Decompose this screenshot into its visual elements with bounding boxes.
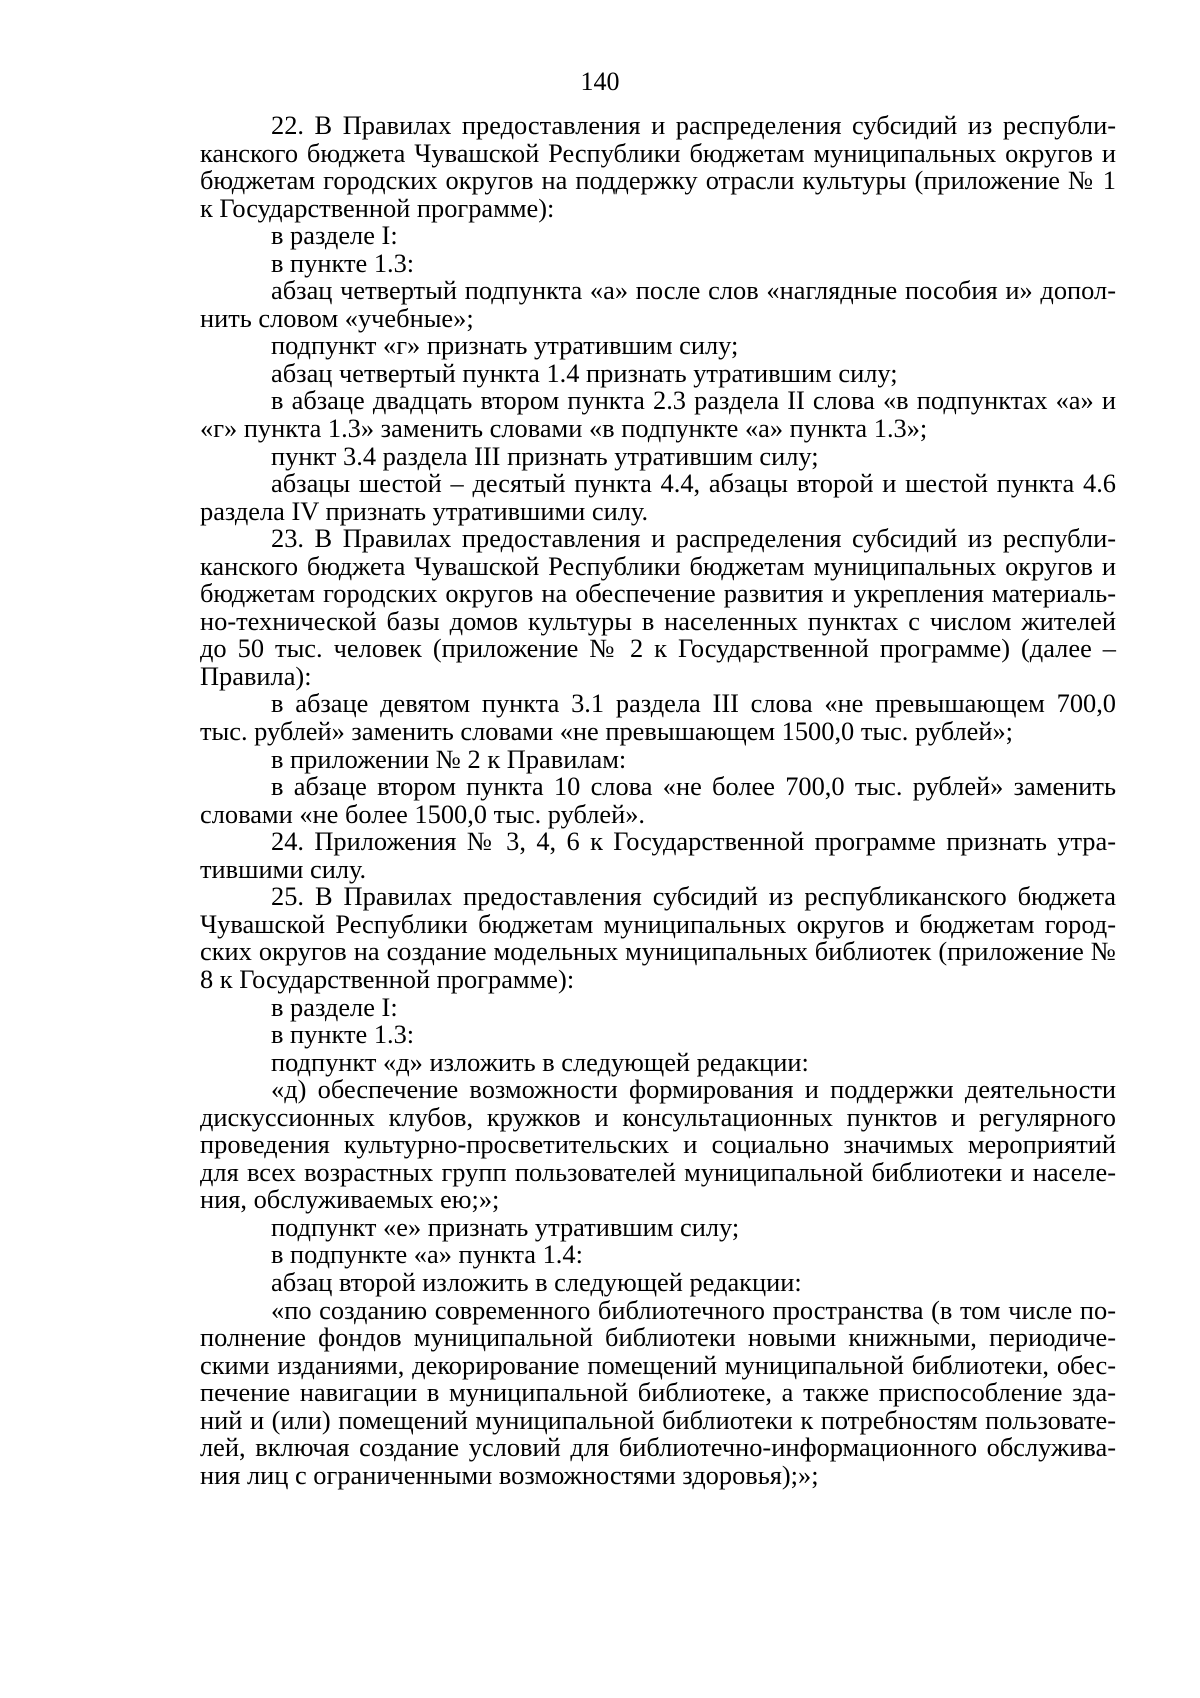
- paragraph: в абзаце двадцать втором пункта 2.3 раздела II слова «в подпунктах «а» и «г» пункта 1.3» заменить словами «в подпункте «а» пункта 1.3»;: [200, 385, 1116, 444]
- paragraph: «д) обеспечение возможности формирования и поддержки деятельности дискуссионных клубов, кружков и консультационных пунктов и регулярного проведения культурно-просветительских и социально значимых мероприятий для всех возрастных групп пользователей муниципальной библиотеки и населения, обслуживаемых ею;»;: [200, 1074, 1116, 1215]
- paragraph: «по созданию современного библиотечного пространства (в том числе пополнение фондов муниципальной библиотеки новыми книжными, периодическими изданиями, декорирование помещений муниципальной библиотеки, обеспечение навигации в муниципальной библиотеке, а также приспособление зданий и (или) помещений муниципальной библиотеки к потребностям пользователей, включая создание условий для библиотечно-информационного обслуживания лиц с ограниченными возможностями здоровья);»;: [200, 1294, 1116, 1490]
- paragraph: абзацы шестой – десятый пункта 4.4, абзацы второй и шестой пункта 4.6 раздела IV признать утратившими силу.: [200, 468, 1116, 526]
- paragraph: подпункт «е» признать утратившим силу;: [271, 1211, 740, 1242]
- paragraph: 25. В Правилах предоставления субсидий из республиканского бюджета Чувашской Республики бюджетам муниципальных округов и бюджетам городских округов на создание модельных муниципальных библиотек (приложение № 8 к Государственной программе):: [200, 881, 1116, 994]
- paragraph: в абзаце девятом пункта 3.1 раздела III слова «не превышающем 700,0 тыс. рублей» заменить словами «не превышающем 1500,0 тыс. рублей»;: [200, 688, 1116, 747]
- paragraph: абзац четвертый подпункта «а» после слов «наглядные пособия и» дополнить словом «учебные»;: [200, 275, 1116, 333]
- paragraph: абзац второй изложить в следующей редакции:: [271, 1266, 802, 1297]
- paragraph: в пункте 1.3:: [271, 247, 415, 278]
- paragraph: 24. Приложения № 3, 4, 6 к Государственной программе признать утратившими силу.: [200, 826, 1116, 884]
- paragraph: в пункте 1.3:: [271, 1019, 415, 1050]
- paragraph: в абзаце втором пункта 10 слова «не более 700,0 тыс. рублей» заменить словами «не более 1500,0 тыс. рублей».: [200, 771, 1116, 829]
- paragraph: подпункт «д» изложить в следующей редакции:: [271, 1046, 809, 1077]
- paragraph: пункт 3.4 раздела III признать утратившим силу;: [271, 440, 819, 471]
- document-body: [200, 112, 1116, 1489]
- paragraph: абзац четвертый пункта 1.4 признать утратившим силу;: [271, 357, 898, 388]
- paragraph: 23. В Правилах предоставления и распределения субсидий из республиканского бюджета Чувашской Республики бюджетам муниципальных округов и бюджетам городских округов на обеспечение развития и укрепления материально-технической базы домов культуры в населенных пунктах с числом жителей до 50 тыс. человек (приложение № 2 к Государственной программе) (далее – Правила):: [200, 523, 1116, 691]
- paragraph: подпункт «г» признать утратившим силу;: [271, 330, 739, 361]
- paragraph: в приложении № 2 к Правилам:: [271, 743, 627, 774]
- page-number: 140: [580, 67, 620, 96]
- paragraph: в разделе I:: [271, 220, 398, 251]
- paragraph: в разделе I:: [271, 991, 398, 1022]
- paragraph: в подпункте «а» пункта 1.4:: [271, 1239, 583, 1270]
- paragraph: 22. В Правилах предоставления и распределения субсидий из республиканского бюджета Чувашской Республики бюджетам муниципальных округов и бюджетам городских округов на поддержку отрасли культуры (приложение № 1 к Государственной программе):: [200, 110, 1116, 223]
